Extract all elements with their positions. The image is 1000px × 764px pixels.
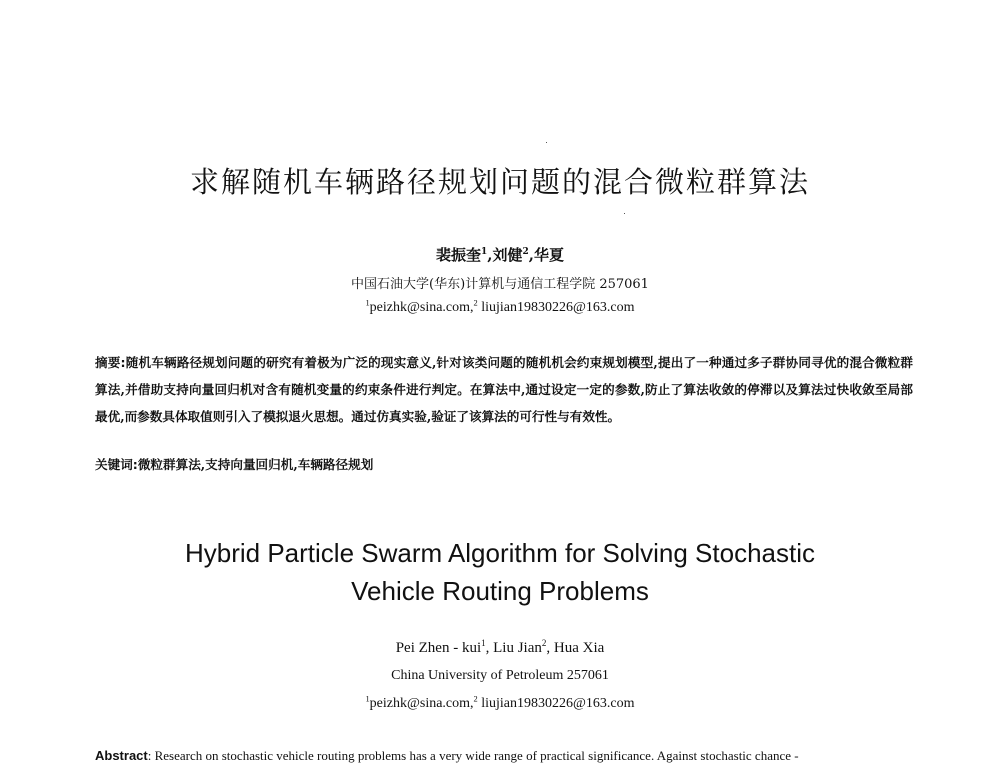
author-separator: ,	[528, 246, 534, 264]
email-address: peizhk@sina.com,	[369, 300, 474, 315]
author-name: Hua Xia	[553, 640, 605, 656]
author-superscript: 2	[522, 247, 529, 257]
chinese-title: 求解随机车辆路径规划问题的混合微粒群算法	[189, 165, 810, 199]
author-separator: ,	[485, 640, 494, 656]
author-separator: ,	[546, 640, 554, 656]
author-name: 刘健	[492, 246, 523, 264]
author-separator: ,	[487, 246, 493, 264]
email-address: liujian19830226@163.com	[481, 300, 635, 315]
abstract-text: 随机车辆路径规划问题的研究有着极为广泛的现实意义,针对该类问题的随机机会约束规划模型,提出了一种通过多子群协同寻优的混合微粒群算法,并借助支持向量回归机对含有随机变量的约束条件进行判定。在算法中,通过设定一定的参数,防止了算法收敛的停滞以及算法过快收敛至局部最优,而参数具体取值则引入了模拟退火思想。通过仿真实验,验证了该算法的可行性与有效性。	[95, 355, 913, 424]
email-superscript: 2	[473, 694, 478, 704]
email-address: peizhk@sina.com,	[369, 696, 474, 711]
chinese-keywords	[95, 454, 913, 473]
author-name: Liu Jian	[493, 640, 542, 656]
chinese-affiliation: 中国石油大学(华东)计算机与通信工程学院 257061	[351, 277, 649, 292]
email-superscript: 1	[365, 694, 370, 704]
email-superscript: 2	[473, 298, 478, 308]
scan-speck	[624, 213, 625, 214]
english-authors	[0, 640, 1000, 657]
english-abstract	[95, 748, 915, 764]
author-name: Pei Zhen - kui	[395, 640, 482, 656]
english-affiliation: China University of Petroleum 257061	[391, 668, 609, 683]
chinese-authors	[0, 244, 1000, 265]
abstract-text: : Research on stochastic vehicle routing problems has a very wide range of practical significance. Against stochastic chance -	[147, 748, 799, 763]
abstract-label: Abstract	[95, 748, 148, 763]
english-title	[0, 534, 1000, 610]
chinese-abstract	[95, 349, 913, 430]
english-emails	[0, 696, 1000, 712]
english-title-line: Hybrid Particle Swarm Algorithm for Solving Stochastic	[184, 538, 815, 568]
scan-speck	[546, 142, 547, 143]
author-superscript: 1	[481, 638, 486, 648]
email-superscript: 1	[365, 298, 370, 308]
english-title-line: Vehicle Routing Problems	[351, 576, 649, 606]
author-superscript: 1	[480, 247, 488, 257]
abstract-label: 摘要:	[95, 355, 126, 370]
author-superscript: 2	[541, 638, 547, 648]
author-name: 裴振奎	[435, 246, 481, 264]
email-address: liujian19830226@163.com	[481, 696, 635, 711]
chinese-emails	[0, 300, 1000, 316]
keywords-text: 微粒群算法,支持向量回归机,车辆路径规划	[137, 457, 374, 472]
author-name: 华夏	[534, 246, 565, 264]
keywords-label: 关键词:	[95, 457, 138, 472]
